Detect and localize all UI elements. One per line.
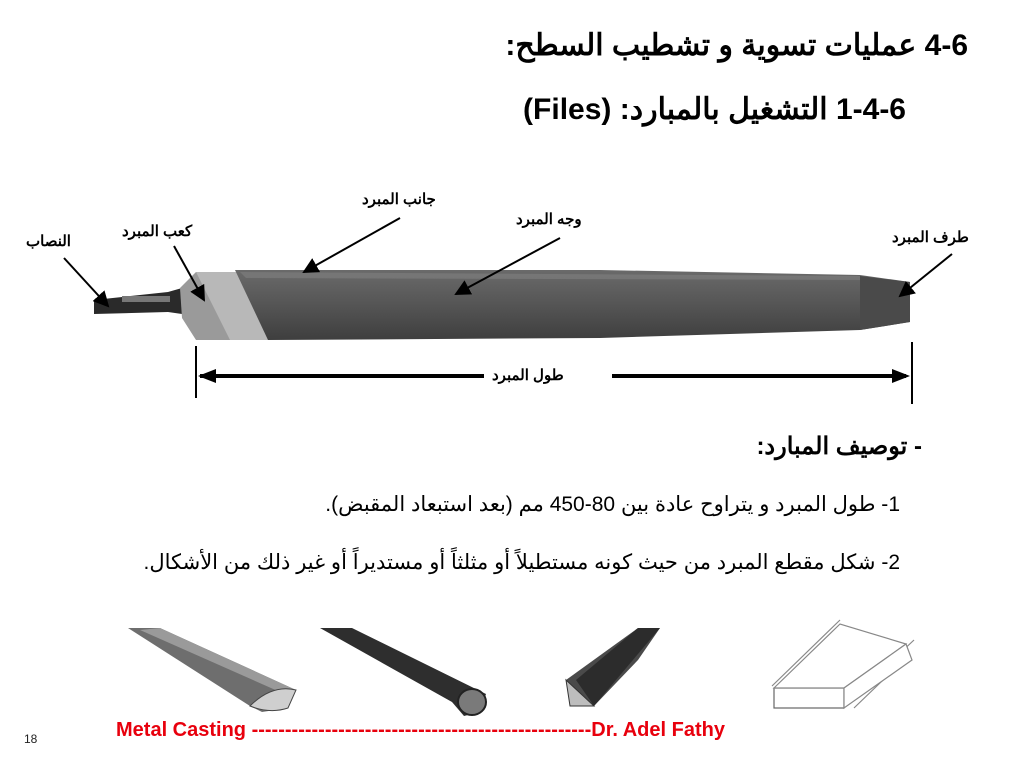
section-title: 4-6 عمليات تسوية و تشطيب السطح: [505, 29, 968, 62]
file-body [235, 270, 910, 340]
triangular-file-image [566, 628, 660, 706]
point-label: طرف المبرد [892, 229, 969, 246]
heel-label: كعب المبرد [122, 223, 193, 240]
tang-arrow [64, 258, 108, 306]
length-label: طول المبرد [492, 367, 564, 384]
spec-item-length: 1- طول المبرد و يتراوح عادة بين 80-450 مم (بعد استبعاد المقبض). [325, 493, 900, 516]
footer-text: Metal Casting ---------------------------------------------------Dr. Adel Fathy [116, 719, 725, 741]
subsection-title: 1-4-6 التشغيل بالمبارد: (Files) [523, 93, 906, 126]
file-point [860, 276, 910, 330]
spec-item-section: 2- شكل مقطع المبرد من حيث كونه مستطيلاً أو مثلثاً أو مستديراً أو غير ذلك من الأشكال. [143, 551, 900, 574]
file-tang [94, 288, 182, 314]
side-arrow [304, 218, 400, 272]
round-file-image [320, 628, 486, 716]
side-label: جانب المبرد [362, 191, 436, 208]
face-label: وجه المبرد [516, 211, 582, 228]
point-arrow [900, 254, 952, 296]
tang-label: النصاب [26, 233, 71, 250]
specs-heading: - توصيف المبارد: [756, 433, 922, 460]
page-number: 18 [24, 732, 38, 746]
flat-file-image [772, 620, 914, 708]
half-round-file-image [128, 628, 296, 712]
